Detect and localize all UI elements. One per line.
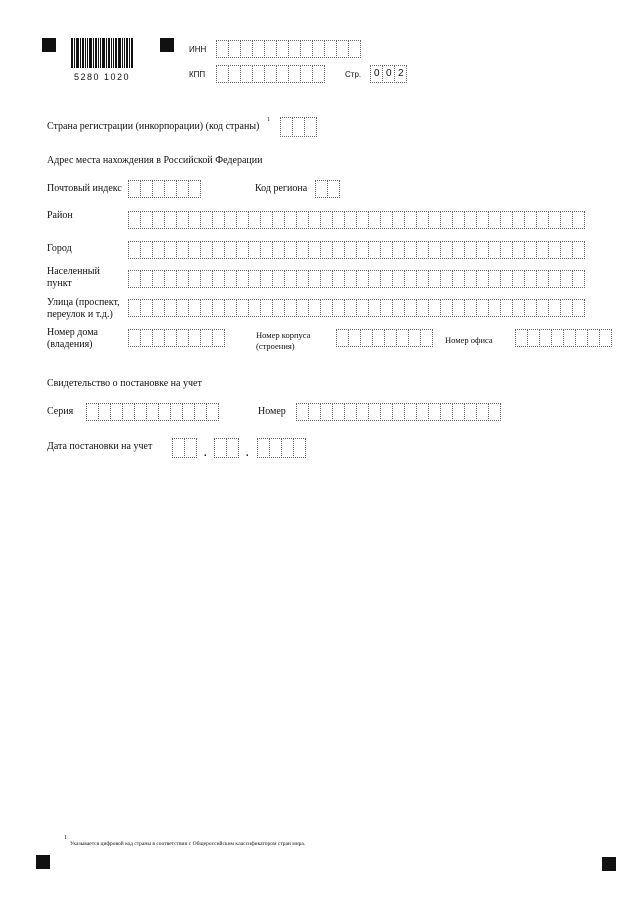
street-label-line2: переулок и т.д.) bbox=[47, 309, 113, 320]
page-digit-2: 0 bbox=[386, 68, 392, 79]
city-cells[interactable] bbox=[128, 241, 584, 259]
street-cells[interactable] bbox=[128, 299, 584, 317]
region-code-cells[interactable] bbox=[315, 180, 339, 198]
page-digit-1: 0 bbox=[374, 68, 380, 79]
house-label-line1: Номер дома bbox=[47, 327, 98, 338]
marker-top-left bbox=[42, 38, 56, 52]
footnote-text: Указывается цифровой код страны в соответствии с Общероссийским классификатором стран мира. bbox=[70, 841, 306, 847]
date-month-cells[interactable] bbox=[214, 438, 238, 458]
office-number-cells[interactable] bbox=[515, 329, 611, 347]
country-label: Страна регистрации (инкорпорации) (код страны) bbox=[47, 121, 260, 132]
building-label-line1: Номер корпуса bbox=[256, 330, 311, 340]
settlement-cells[interactable] bbox=[128, 270, 584, 288]
kpp-cells[interactable] bbox=[216, 65, 324, 83]
address-section-title: Адрес места нахождения в Российской Федерации bbox=[47, 155, 263, 166]
registration-date-label: Дата постановки на учет bbox=[47, 441, 153, 452]
marker-top-right bbox=[160, 38, 174, 52]
country-footnote-mark: 1 bbox=[267, 117, 270, 123]
district-label: Район bbox=[47, 210, 73, 221]
date-separator-2: . bbox=[246, 448, 249, 459]
inn-cells[interactable] bbox=[216, 40, 360, 58]
building-number-cells[interactable] bbox=[336, 329, 432, 347]
series-cells[interactable] bbox=[86, 403, 218, 421]
date-year-cells[interactable] bbox=[257, 438, 305, 458]
postal-index-label: Почтовый индекс bbox=[47, 183, 122, 194]
page-label: Стр. bbox=[345, 70, 362, 79]
barcode-number: 5280 1020 bbox=[74, 72, 131, 82]
office-label: Номер офиса bbox=[445, 335, 493, 345]
house-number-cells[interactable] bbox=[128, 329, 224, 347]
postal-index-cells[interactable] bbox=[128, 180, 200, 198]
country-code-cells[interactable] bbox=[280, 117, 316, 137]
kpp-label: КПП bbox=[189, 70, 206, 79]
footnote-mark: 1 bbox=[64, 835, 67, 841]
page-digit-3: 2 bbox=[398, 68, 404, 79]
house-label-line2: (владения) bbox=[47, 339, 93, 350]
settlement-label-line2: пункт bbox=[47, 278, 72, 289]
certificate-number-cells[interactable] bbox=[296, 403, 500, 421]
street-label-line1: Улица (проспект, bbox=[47, 297, 120, 308]
series-label: Серия bbox=[47, 406, 74, 417]
district-cells[interactable] bbox=[128, 211, 584, 229]
page-cells bbox=[370, 65, 406, 83]
number-label: Номер bbox=[258, 406, 286, 417]
marker-bottom-right bbox=[602, 857, 616, 871]
inn-label: ИНН bbox=[189, 45, 207, 54]
certificate-section-title: Свидетельство о постановке на учет bbox=[47, 378, 202, 389]
date-day-cells[interactable] bbox=[172, 438, 196, 458]
settlement-label-line1: Населенный bbox=[47, 266, 100, 277]
barcode bbox=[71, 38, 143, 68]
building-label-line2: (строения) bbox=[256, 341, 295, 351]
marker-bottom-left bbox=[36, 855, 50, 869]
region-code-label: Код региона bbox=[255, 183, 308, 194]
city-label: Город bbox=[47, 243, 72, 254]
date-separator-1: . bbox=[204, 448, 207, 459]
